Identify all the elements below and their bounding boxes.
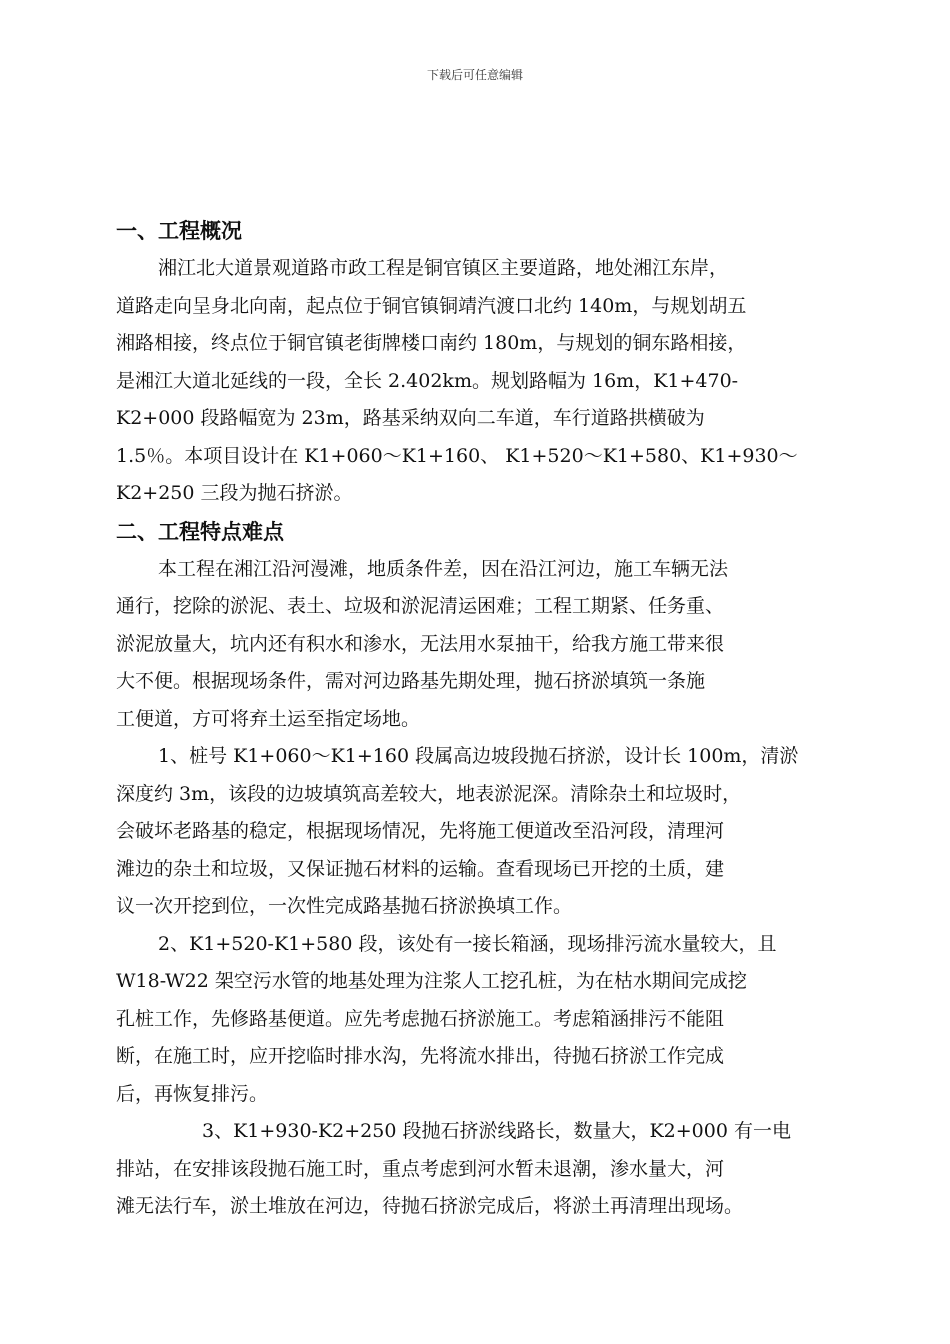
text-line: 道路走向呈身北向南，起点位于铜官镇铜靖汽渡口北约 140m，与规划胡五 <box>116 294 747 317</box>
text-line: 是湘江大道北延线的一段，全长 2.402km。规划路幅为 16m，K1+470- <box>116 369 739 392</box>
text-line: 滩边的杂土和垃圾，又保证抛石材料的运输。查看现场已开挖的土质，建 <box>116 857 725 880</box>
text-line: 会破坏老路基的稳定，根据现场情况，先将施工便道改至沿河段，清理河 <box>116 820 725 842</box>
paragraph-difficulties-intro <box>116 551 850 739</box>
text-line: 淤泥放量大，坑内还有积水和渗水，无法用水泵抽干，给我方施工带来很 <box>116 632 725 655</box>
text-line: 断，在施工时，应开挖临时排水沟，先将流水排出，待抛石挤淤工作完成 <box>116 1045 725 1067</box>
text-line: 2、K1+520-K1+580 段，该处有一接长箱涵，现场排污流水量较大，且 <box>158 932 777 955</box>
text-line: 排站，在安排该段抛石施工时，重点考虑到河水暂未退潮，渗水量大，河 <box>116 1157 725 1180</box>
text-line: 后，再恢复排污。 <box>116 1082 269 1105</box>
text-line: 深度约 3m，该段的边坡填筑高差较大，地表淤泥深。清除杂土和垃圾时， <box>116 782 742 805</box>
text-line: 3、K1+930-K2+250 段抛石挤淤线路长，数量大，K2+000 有一电 <box>202 1120 791 1142</box>
text-line: 议一次开挖到位，一次性完成路基抛石挤淤换填工作。 <box>116 895 573 917</box>
text-line: 1.5％。本项目设计在 K1+060～K1+160、 K1+520～K1+580、K1+930～ <box>116 444 798 467</box>
text-line: W18-W22 架空污水管的地基处理为注浆人工挖孔桩，为在枯水期间完成挖 <box>116 970 747 992</box>
text-line: 湘路相接，终点位于铜官镇老街牌楼口南约 180m，与规划的铜东路相接， <box>116 332 747 354</box>
paragraph-overview <box>116 250 850 513</box>
text-line: 孔桩工作，先修路基便道。应先考虑抛石挤淤施工。考虑箱涵排污不能阻 <box>116 1007 725 1030</box>
section-heading-overview: 一、工程概况 <box>116 219 242 243</box>
text-line: K2+000 段路幅宽为 23m，路基采纳双向二车道，车行道路拱横破为 <box>116 407 705 429</box>
text-line: 工便道，方可将弃土运至指定场地。 <box>116 707 421 730</box>
text-line: 1、桩号 K1+060～K1+160 段属高边坡段抛石挤淤，设计长 100m，清淤 <box>158 745 799 767</box>
text-line: 通行，挖除的淤泥、表土、垃圾和淤泥清运困难；工程工期紧、任务重、 <box>116 595 725 617</box>
text-line: 滩无法行车，淤土堆放在河边，待抛石挤淤完成后，将淤土再清理出现场。 <box>116 1195 744 1217</box>
text-line: 本工程在湘江沿河漫滩，地质条件差，因在沿江河边，施工车辆无法 <box>158 557 729 580</box>
page-header-note: 下载后可任意编辑 <box>426 68 523 82</box>
text-line: 大不便。根据现场条件，需对河边路基先期处理，抛石挤淤填筑一条施 <box>116 670 706 692</box>
paragraph-item-1 <box>116 738 850 926</box>
paragraph-item-3 <box>116 1113 850 1226</box>
text-line: 湘江北大道景观道路市政工程是铜官镇区主要道路，地处湘江东岸， <box>158 257 729 279</box>
section-heading-difficulties: 二、工程特点难点 <box>116 519 284 544</box>
paragraph-item-2 <box>116 926 850 1114</box>
text-line: K2+250 三段为抛石挤淤。 <box>116 482 353 504</box>
document-body <box>116 212 850 1226</box>
